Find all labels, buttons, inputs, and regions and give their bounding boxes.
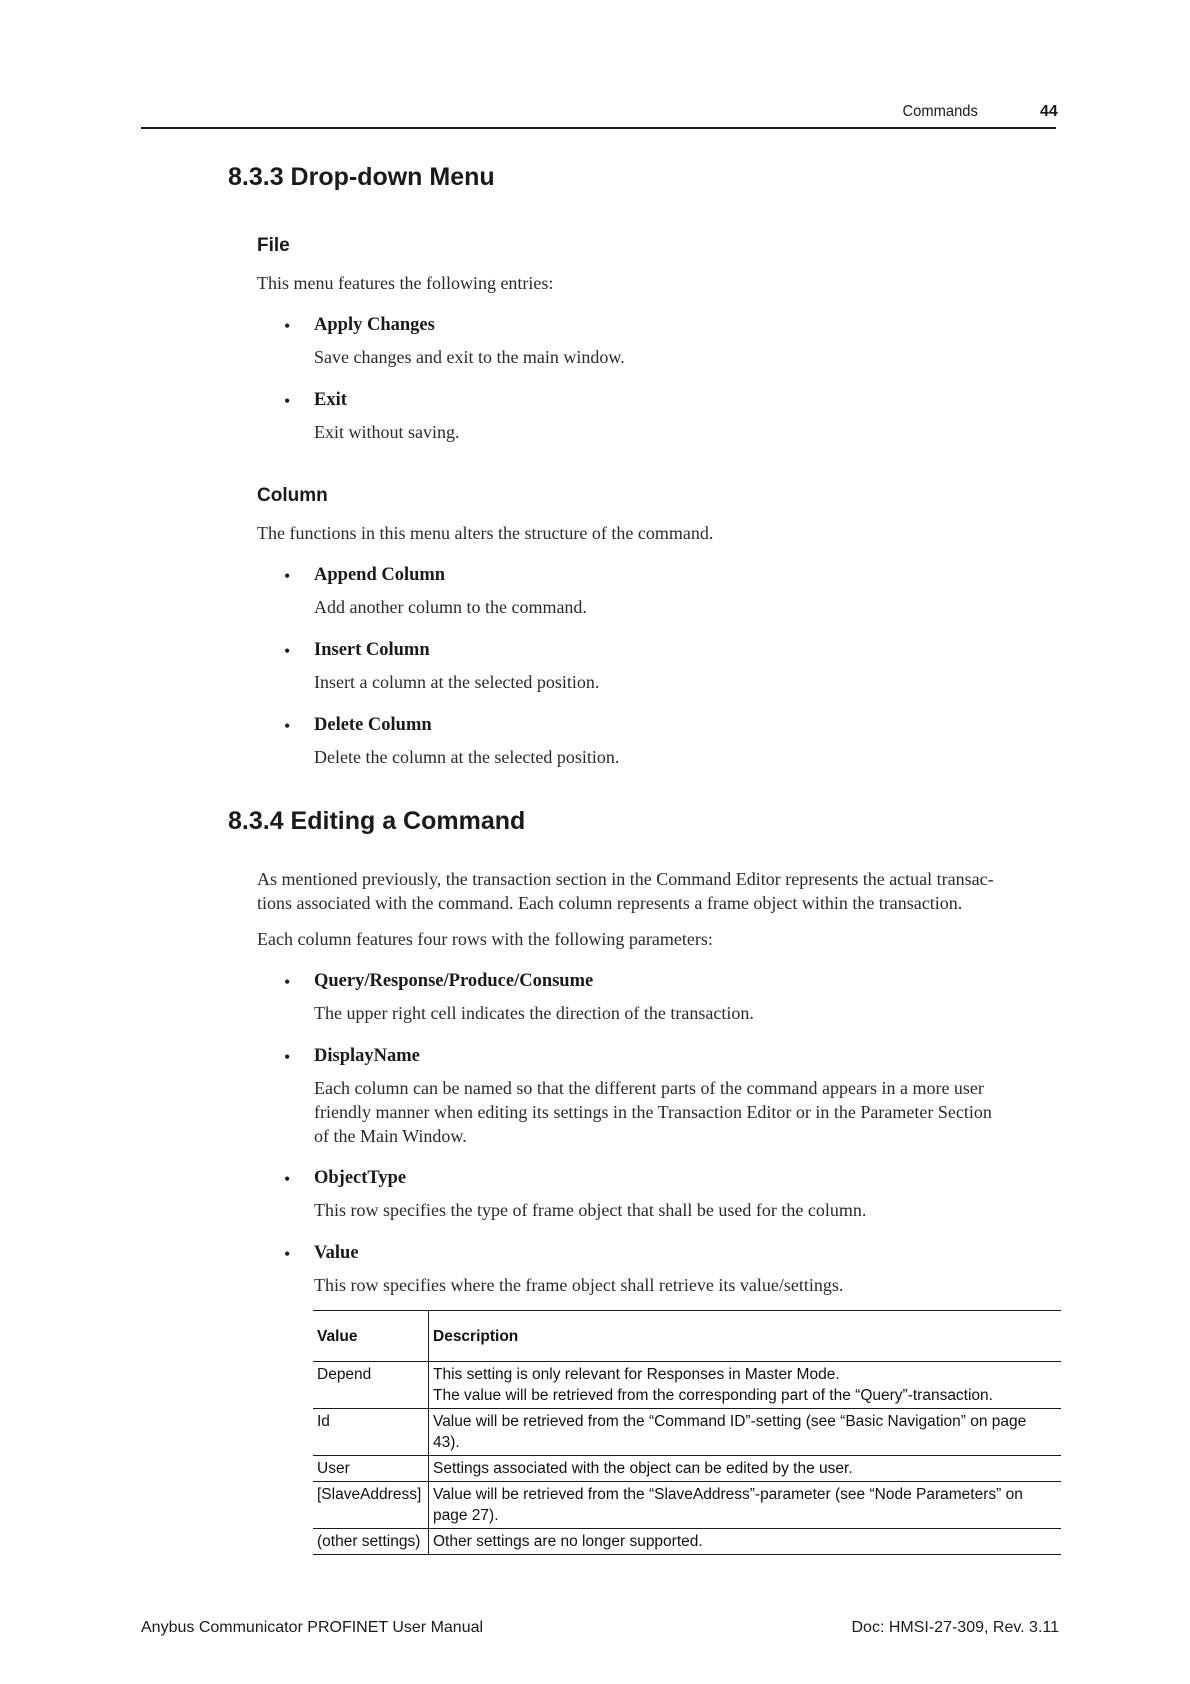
menu-item-desc: Insert a column at the selected position. xyxy=(314,672,600,692)
running-header-section: Commands xyxy=(902,103,978,120)
bullet: • xyxy=(284,972,291,992)
table-header-row xyxy=(313,1311,1061,1362)
section-title-8-3-3: 8.3.3 Drop-down Menu xyxy=(228,163,495,191)
menu-item-title: Append Column xyxy=(314,565,446,585)
table-row xyxy=(313,1362,1061,1409)
param-item-title: Query/Response/Produce/Consume xyxy=(314,971,594,991)
param-item-desc: This row specifies the type of frame object that shall be used for the column. xyxy=(314,1200,867,1220)
bullet: • xyxy=(284,1047,291,1067)
paragraph-line: As mentioned previously, the transaction section in the Command Editor represents the actual transac- xyxy=(257,869,994,889)
cell-description: Value will be retrieved from the “Command ID”-setting (see “Basic Navigation” on page 43). xyxy=(433,1413,1027,1451)
param-item-desc: This row specifies where the frame object shall retrieve its value/settings. xyxy=(314,1275,844,1295)
bullet: • xyxy=(284,1169,291,1189)
bullet: • xyxy=(284,1244,291,1264)
menu-item-desc: Save changes and exit to the main window. xyxy=(314,347,625,367)
menu-item-title: Exit xyxy=(314,390,347,410)
column-intro: The functions in this menu alters the structure of the command. xyxy=(257,523,714,543)
cell-value: [SlaveAddress] xyxy=(313,1482,429,1529)
header-rule xyxy=(141,127,1056,129)
param-item-desc: of the Main Window. xyxy=(314,1126,467,1146)
cell-value: Id xyxy=(313,1409,429,1456)
section-title-8-3-4: 8.3.4 Editing a Command xyxy=(228,807,526,835)
footer-doc-id: Doc: HMSI-27-309, Rev. 3.11 xyxy=(851,1619,1059,1636)
param-item-desc: friendly manner when editing its settings in the Transaction Editor or in the Parameter Section xyxy=(314,1102,992,1122)
menu-item-title: Insert Column xyxy=(314,640,430,660)
column-header-description: Description xyxy=(433,1327,519,1345)
param-item-title: ObjectType xyxy=(314,1168,407,1188)
menu-item-desc: Delete the column at the selected position. xyxy=(314,747,620,767)
description-line: This setting is only relevant for Responses in Master Mode. xyxy=(433,1366,840,1383)
cell-description xyxy=(429,1362,1062,1409)
description-line: The value will be retrieved from the corresponding part of the “Query”-transaction. xyxy=(433,1387,993,1404)
bullet: • xyxy=(284,391,291,411)
menu-item-desc: Add another column to the command. xyxy=(314,597,587,617)
bullet: • xyxy=(284,716,291,736)
cell-description: Settings associated with the object can be edited by the user. xyxy=(433,1460,853,1477)
param-item-desc: The upper right cell indicates the direction of the transaction. xyxy=(314,1003,754,1023)
paragraph: Each column features four rows with the following parameters: xyxy=(257,929,713,949)
param-item-desc: Each column can be named so that the different parts of the command appears in a more user xyxy=(314,1078,984,1098)
cell-description: Value will be retrieved from the “SlaveAddress”-parameter (see “Node Parameters” on page 27). xyxy=(433,1486,1023,1524)
column-header-value: Value xyxy=(313,1311,429,1362)
file-heading: File xyxy=(257,235,290,256)
value-table xyxy=(313,1310,1061,1555)
param-item-title: Value xyxy=(314,1243,359,1263)
cell-value: (other settings) xyxy=(313,1529,429,1555)
menu-item-desc: Exit without saving. xyxy=(314,422,460,442)
bullet: • xyxy=(284,316,291,336)
file-intro: This menu features the following entries: xyxy=(257,273,554,293)
menu-item-title: Delete Column xyxy=(314,715,432,735)
column-heading: Column xyxy=(257,485,328,506)
bullet: • xyxy=(284,641,291,661)
table-row xyxy=(313,1409,1061,1456)
page-number: 44 xyxy=(1040,103,1058,120)
table-row xyxy=(313,1529,1061,1555)
table-row xyxy=(313,1456,1061,1482)
cell-description: Other settings are no longer supported. xyxy=(433,1533,703,1550)
cell-value: User xyxy=(313,1456,429,1482)
table-row xyxy=(313,1482,1061,1529)
paragraph-line: tions associated with the command. Each column represents a frame object within the transaction. xyxy=(257,893,963,913)
cell-value: Depend xyxy=(313,1362,429,1409)
footer-title: Anybus Communicator PROFINET User Manual xyxy=(141,1619,484,1636)
bullet: • xyxy=(284,566,291,586)
param-item-title: DisplayName xyxy=(314,1046,420,1066)
menu-item-title: Apply Changes xyxy=(314,315,435,335)
